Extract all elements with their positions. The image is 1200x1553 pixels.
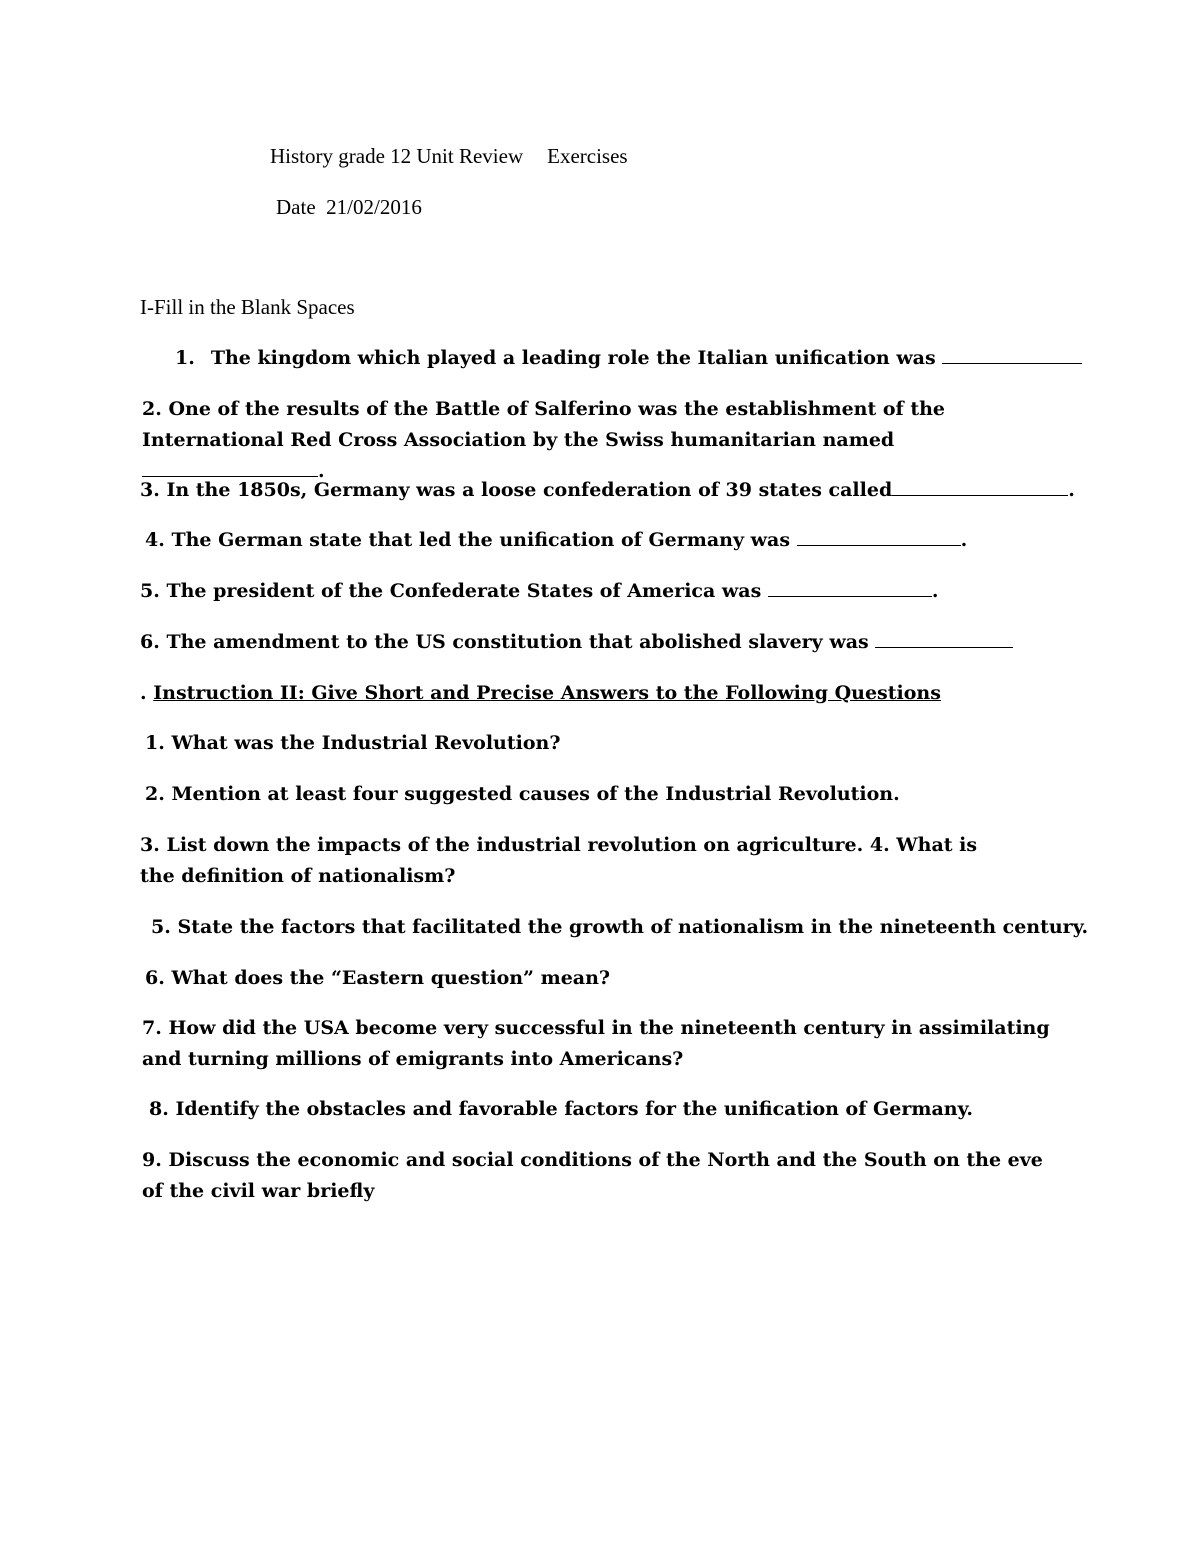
fill-item-4 <box>145 525 967 556</box>
question-3 <box>140 830 980 892</box>
fill-item-2-text: One of the results of the Battle of Salferino was the establishment of the International Red Cross Association by the Swiss humanitarian named <box>142 398 946 451</box>
fill-item-1-num: 1. <box>175 347 195 369</box>
fill-item-4-blank[interactable] <box>797 527 961 546</box>
fill-item-3-tail: . <box>1068 479 1075 501</box>
question-5 <box>151 912 1088 943</box>
fill-item-6 <box>140 627 1013 658</box>
question-3-num: 3. <box>140 834 160 856</box>
document-title: History grade 12 Unit Review <box>270 144 524 168</box>
section2-prefix: . <box>140 682 147 704</box>
question-8-text: Identify the obstacles and favorable factors for the unification of Germany. <box>175 1098 974 1120</box>
question-1 <box>145 728 560 759</box>
question-2-num: 2. <box>145 783 165 805</box>
fill-item-3-blank[interactable] <box>892 477 1068 496</box>
date-value: 21/02/2016 <box>326 195 422 219</box>
fill-item-3 <box>140 475 1075 506</box>
question-6 <box>145 963 610 994</box>
fill-item-6-text: The amendment to the US constitution that abolished slavery was <box>166 631 869 653</box>
date-line <box>276 192 422 223</box>
question-5-num: 5. <box>151 916 171 938</box>
question-9-text: Discuss the economic and social conditions of the North and the South on the eve of the civil war briefly <box>142 1149 1043 1202</box>
fill-item-4-text: The German state that led the unification of Germany was <box>171 529 791 551</box>
question-8-num: 8. <box>149 1098 169 1120</box>
fill-item-2-tail: . <box>318 460 325 482</box>
fill-item-1 <box>175 343 1082 374</box>
section2-heading: Instruction II: Give Short and Precise Answers to the Following Questions <box>153 682 941 704</box>
fill-item-6-num: 6. <box>140 631 160 653</box>
question-1-num: 1. <box>145 732 165 754</box>
fill-item-1-blank[interactable] <box>942 345 1082 364</box>
date-label: Date <box>276 195 316 219</box>
question-7-text: How did the USA become very successful in the nineteenth century in assimilating and turning millions of emigrants into Americans? <box>142 1017 1050 1070</box>
fill-item-2-num: 2. <box>142 398 162 420</box>
document-subtitle: Exercises <box>547 144 628 168</box>
fill-item-3-num: 3. <box>140 479 160 501</box>
question-2-text: Mention at least four suggested causes of the Industrial Revolution. <box>171 783 900 805</box>
section2-heading-line <box>140 678 941 709</box>
fill-item-5-num: 5. <box>140 580 160 602</box>
question-2 <box>145 779 900 810</box>
question-3-text: List down the impacts of the industrial revolution on agriculture. 4. What is the definition of nationalism? <box>140 834 978 887</box>
fill-item-5-tail: . <box>931 580 939 602</box>
section1-heading: I-Fill in the Blank Spaces <box>140 295 355 319</box>
document-title-line <box>270 141 628 172</box>
fill-item-6-blank[interactable] <box>875 629 1013 648</box>
fill-item-1-text: The kingdom which played a leading role the Italian unification was <box>210 347 936 369</box>
question-9 <box>142 1145 1062 1207</box>
fill-item-4-tail: . <box>960 529 968 551</box>
fill-item-2 <box>142 394 1052 487</box>
fill-item-3-text: In the 1850s, Germany was a loose confederation of 39 states called <box>166 479 893 501</box>
fill-item-4-num: 4. <box>145 529 165 551</box>
question-6-num: 6. <box>145 967 165 989</box>
question-6-text: What does the “Eastern question” mean? <box>171 967 611 989</box>
question-7-num: 7. <box>142 1017 162 1039</box>
question-1-text: What was the Industrial Revolution? <box>171 732 561 754</box>
fill-item-5-text: The president of the Confederate States of America was <box>166 580 762 602</box>
fill-item-5 <box>140 576 939 607</box>
question-8 <box>149 1094 973 1125</box>
question-5-text: State the factors that facilitated the growth of nationalism in the nineteenth century. <box>177 916 1089 938</box>
question-7 <box>142 1013 1062 1075</box>
question-9-num: 9. <box>142 1149 162 1171</box>
fill-item-5-blank[interactable] <box>768 578 932 597</box>
